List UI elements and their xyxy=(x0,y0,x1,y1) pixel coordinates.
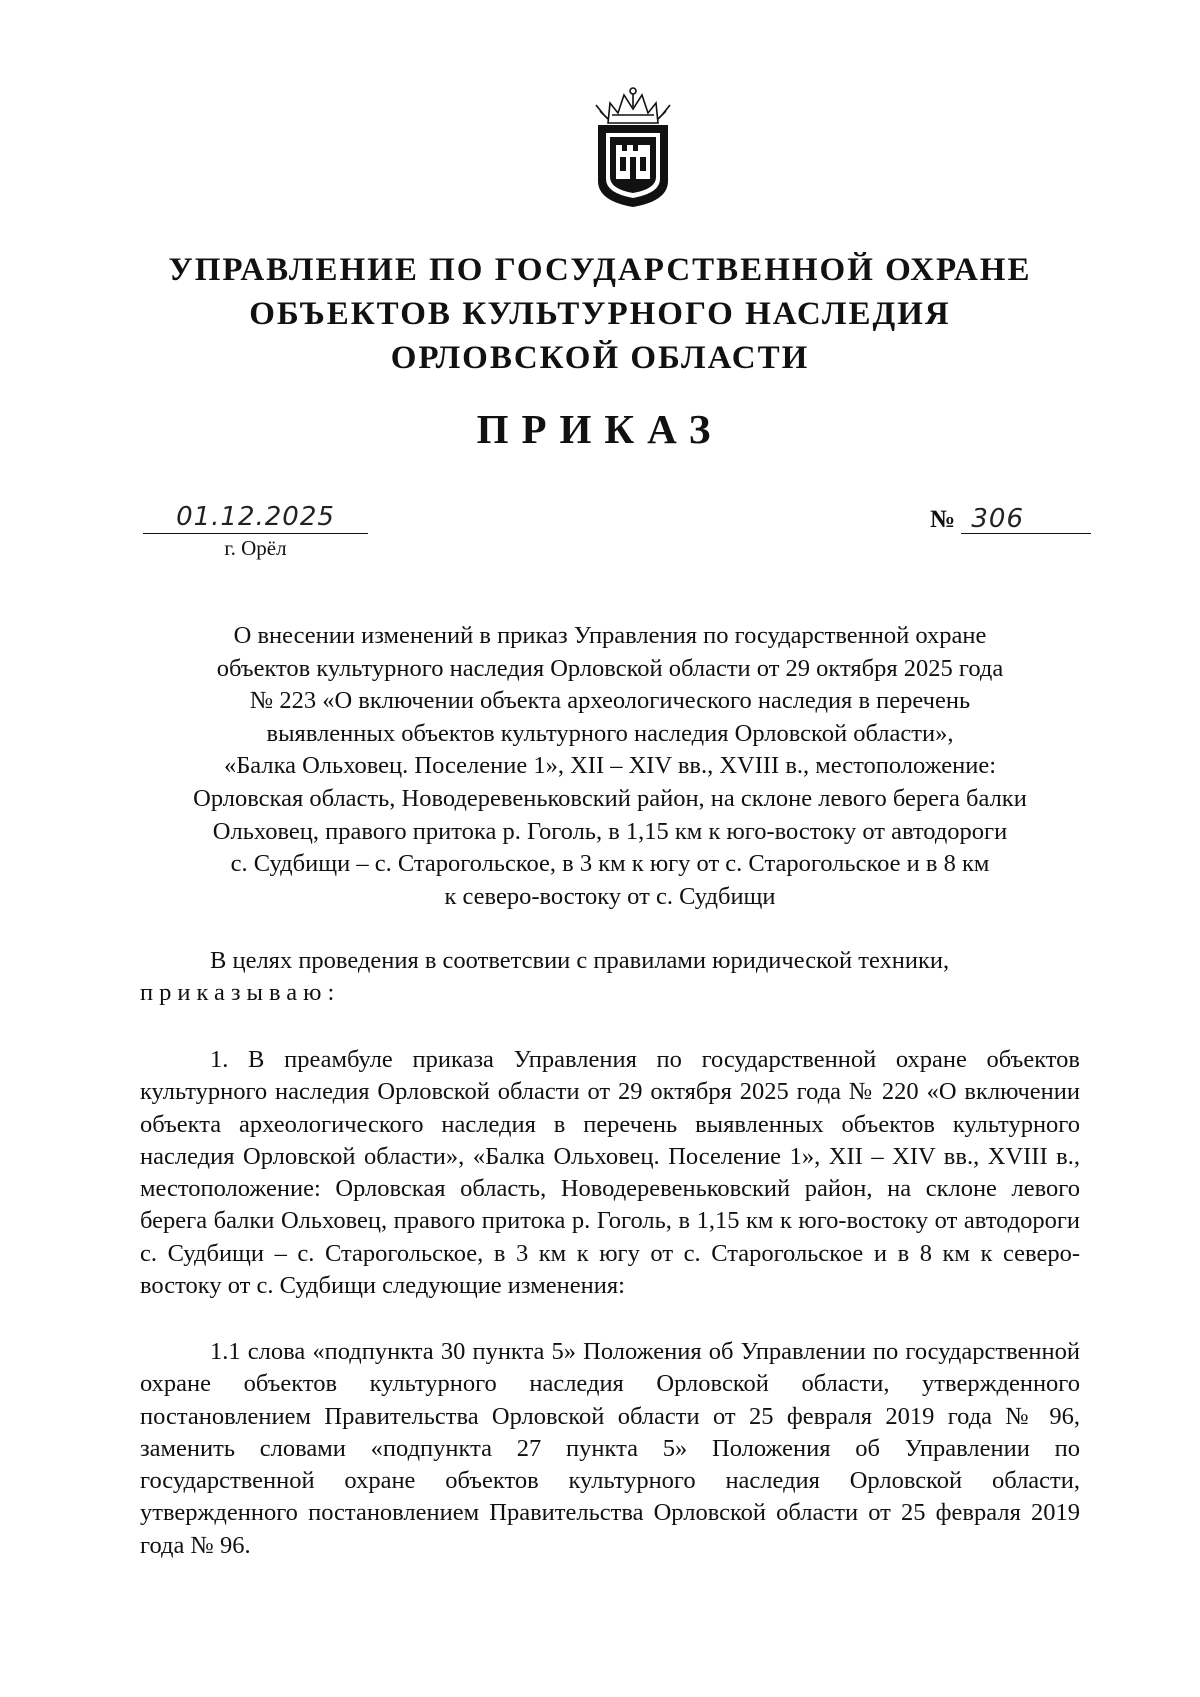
document-number-block xyxy=(930,505,1091,534)
subject-line: № 223 «О включении объекта археологического наследия в перечень xyxy=(249,687,971,715)
org-line-2: ОБЪЕКТОВ КУЛЬТУРНОГО НАСЛЕДИЯ xyxy=(249,296,951,332)
document-subject xyxy=(130,620,1090,913)
city-label: г. Орёл xyxy=(224,536,287,560)
subject-line: Орловская область, Новодеревеньковский район, на склоне левого берега балки xyxy=(193,784,1027,812)
subject-line: выявленных объектов культурного наследия Орловской области», xyxy=(266,719,954,747)
intro-paragraph xyxy=(140,945,1080,1010)
org-line-3: ОРЛОВСКОЙ ОБЛАСТИ xyxy=(390,340,810,376)
subject-line: к северо-востоку от с. Судбищи xyxy=(444,882,776,910)
paragraph-1: 1. В преамбуле приказа Управления по государственной охране объектов культурного наследия Орловской области от 29 октября 2025 года № 220 «О включении объекта археологического наследия в перечень выявленных объектов культурного наследия Орловской области», «Балка Ольховец. Поселение 1», XII – XIV вв., XVIII в., местоположение: Орловская область, Новодеревеньковский район, на склоне левого берега балки Ольховец, правого притока р. Гоголь, в 1,15 км к юго-востоку от автодороги с. Судбищи – с. Старогольское, в 3 км к югу от с. Старогольское и в 8 км к северо-востоку от с. Судбищи следующие изменения: xyxy=(140,1046,1080,1300)
paragraph-1-1: 1.1 слова «подпункта 30 пункта 5» Положения об Управлении по государственной охране объектов культурного наследия Орловской области, утвержденного постановлением Правительства Орловской области от 25 февраля 2019 года № 96, заменить словами «подпункта 27 пункта 5» Положения об Управлении по государственной охране объектов культурного наследия Орловской области, утвержденного постановлением Правительства Орловской области от 25 февраля 2019 года № 96. xyxy=(140,1338,1080,1559)
org-line-1: УПРАВЛЕНИЕ ПО ГОСУДАРСТВЕННОЙ ОХРАНЕ xyxy=(168,252,1032,288)
coat-of-arms-emblem xyxy=(590,85,676,210)
document-number: 306 xyxy=(961,505,1091,534)
document-date: 01.12.2025 xyxy=(143,502,368,534)
subject-line: О внесении изменений в приказ Управления по государственной охране xyxy=(233,622,987,649)
subject-line: объектов культурного наследия Орловской области от 29 октября 2025 года xyxy=(216,654,1004,682)
subject-line: с. Судбищи – с. Старогольское, в 3 км к югу от с. Старогольское и в 8 км xyxy=(230,850,990,878)
subject-line: Ольховец, правого притока р. Гоголь, в 1,15 км к юго-востоку от автодороги xyxy=(212,817,1008,845)
intro-text: В целях проведения в соответсвии с правилами юридической техники, xyxy=(210,947,950,974)
order-word: приказываю: xyxy=(140,979,341,1007)
organization-name xyxy=(130,248,1070,380)
date-block xyxy=(143,502,368,560)
subject-line: «Балка Ольховец. Поселение 1», XII – XIV вв., XVIII в., местоположение: xyxy=(223,752,997,780)
document-type-title: ПРИКАЗ xyxy=(476,406,724,452)
number-label: № xyxy=(930,506,956,533)
